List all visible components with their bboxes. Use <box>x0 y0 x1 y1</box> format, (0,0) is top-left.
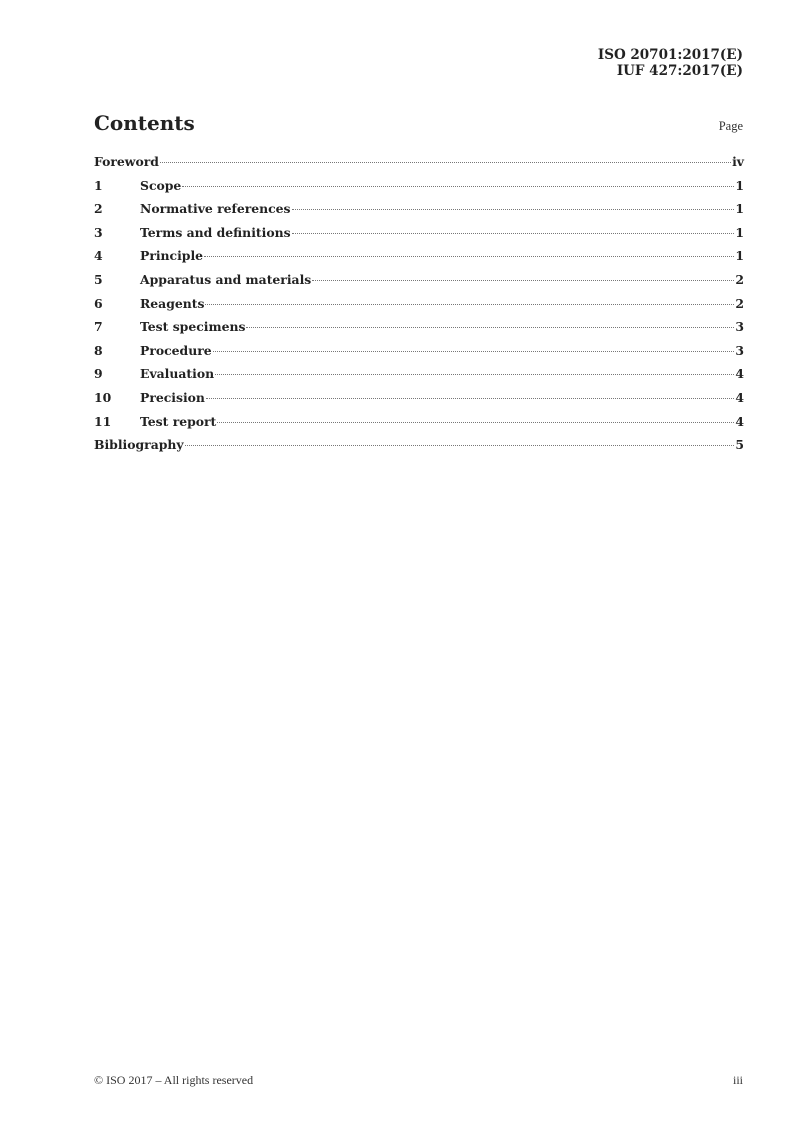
toc-dot-leader <box>292 233 735 234</box>
toc-dot-leader <box>185 445 735 446</box>
toc-entry-test-specimens[interactable] <box>94 319 744 343</box>
document-identifier <box>598 47 743 79</box>
toc-entry-title: Foreword <box>94 154 159 169</box>
toc-entry-principle[interactable] <box>94 248 744 272</box>
toc-entry-number: 7 <box>94 319 103 335</box>
toc-entry-title: Test specimens <box>140 319 246 335</box>
toc-dot-leader <box>217 422 734 423</box>
toc-entry-page: 3 <box>735 342 744 358</box>
toc-entry-evaluation[interactable] <box>94 366 744 390</box>
toc-entry-number: 5 <box>94 271 103 287</box>
toc-entry-number: 9 <box>94 366 103 382</box>
footer-copyright: © ISO 2017 – All rights reserved <box>94 1073 254 1087</box>
toc-entry-page: iv <box>732 154 744 169</box>
toc-entry-number: 1 <box>94 177 103 193</box>
toc-entry-title: Procedure <box>140 342 212 358</box>
toc-entry-title: Apparatus and materials <box>140 271 312 287</box>
toc-entry-page: 5 <box>735 437 744 453</box>
toc-entry-page: 1 <box>735 224 744 240</box>
toc-entry-apparatus-and-materials[interactable] <box>94 272 744 296</box>
toc-entry-page: 1 <box>735 177 744 193</box>
toc-entry-foreword[interactable] <box>94 154 744 178</box>
page-column-label: Page <box>718 119 743 133</box>
toc-dot-leader <box>312 280 734 281</box>
toc-entry-test-report[interactable] <box>94 414 744 438</box>
toc-entry-title: Precision <box>140 389 205 405</box>
toc-entry-title: Evaluation <box>140 366 215 382</box>
toc-entry-page: 4 <box>735 366 744 382</box>
toc-entry-title: Bibliography <box>94 437 184 453</box>
toc-entry-number: 10 <box>94 389 112 405</box>
toc-entry-title: Normative references <box>140 201 291 217</box>
toc-entry-number: 2 <box>94 201 103 217</box>
toc-entry-number: 3 <box>94 224 103 240</box>
toc-dot-leader <box>246 327 734 328</box>
toc-dot-leader <box>215 374 734 375</box>
toc-entry-number: 6 <box>94 295 103 311</box>
toc-dot-leader <box>292 209 735 210</box>
toc-entry-page: 3 <box>735 319 744 335</box>
toc-entry-number: 4 <box>94 248 103 264</box>
toc-entry-reagents[interactable] <box>94 296 744 320</box>
toc-entry-precision[interactable] <box>94 390 744 414</box>
toc-entry-title: Scope <box>140 177 182 193</box>
toc-entry-terms-and-definitions[interactable] <box>94 225 744 249</box>
toc-dot-leader <box>213 351 735 352</box>
footer-page-number: iii <box>732 1073 743 1087</box>
toc-dot-leader <box>160 162 731 163</box>
toc-entry-page: 2 <box>735 271 744 287</box>
toc-entry-procedure[interactable] <box>94 343 744 367</box>
toc-entry-bibliography[interactable] <box>94 437 744 461</box>
page-title: Contents <box>94 111 195 135</box>
toc-entry-number: 8 <box>94 342 103 358</box>
toc-entry-title: Principle <box>140 248 204 264</box>
table-of-contents <box>94 154 744 461</box>
toc-entry-page: 1 <box>735 201 744 217</box>
toc-entry-page: 4 <box>735 413 744 429</box>
toc-entry-title: Terms and definitions <box>140 224 291 240</box>
toc-entry-title: Reagents <box>140 295 205 311</box>
toc-dot-leader <box>205 304 734 305</box>
toc-entry-title: Test report <box>140 413 217 429</box>
toc-entry-number: 11 <box>94 413 112 429</box>
doc-id-iso: ISO 20701:2017(E) <box>597 47 743 63</box>
toc-entry-scope[interactable] <box>94 178 744 202</box>
toc-dot-leader <box>206 398 734 399</box>
toc-entry-page: 1 <box>735 248 744 264</box>
toc-entry-normative-references[interactable] <box>94 201 744 225</box>
toc-entry-page: 2 <box>735 295 744 311</box>
toc-dot-leader <box>204 256 734 257</box>
doc-id-iuf: IUF 427:2017(E) <box>616 63 743 79</box>
toc-dot-leader <box>182 186 734 187</box>
toc-entry-page: 4 <box>735 389 744 405</box>
